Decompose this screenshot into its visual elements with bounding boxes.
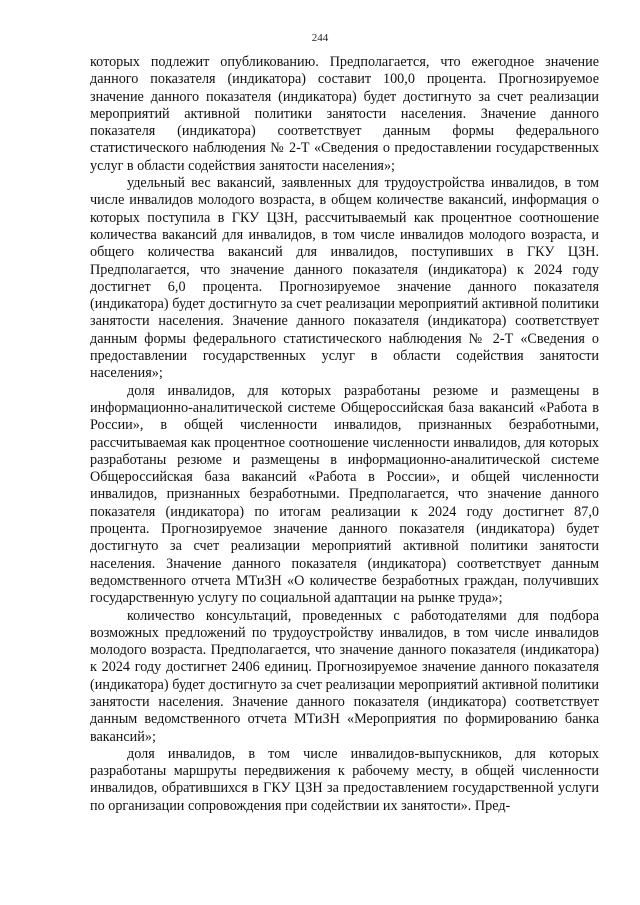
paragraph: удельный вес вакансий, заявленных для трудоустройства инвалидов, в том числе инвалидов молодого возраста, в общем количестве вакансий, информация о которых поступила в ГКУ ЦЗН, рассчитываемый как процентное соотношение количества вакансий для инвалидов, в том числе инвалидов молодого возраста, и общего количества вакансий для инвалидов, поступивших в ГКУ ЦЗН. Предполагается, что значение данного показателя (индикатора) к 2024 году достигнет 6,0 процента. Прогнозируемое значение данного показателя (индикатора) будет достигнуто за счет реализации мероприятий активной политики занятости населения. Значение данного показателя (индикатора) соответствует данным формы федерального статистического наблюдения № 2-Т «Сведения о предоставлении государственных услуг в области содействия занятости населения»; [90,175,599,382]
page-number: 244 [311,32,329,44]
paragraph-continuation: которых подлежит опубликованию. Предполагается, что ежегодное значение данного показателя (индикатора) составит 100,0 процента. Прогнозируемое значение данного показателя (индикатора) будет достигнуто за счет реализации мероприятий активной политики занятости населения. Значение данного показателя (индикатора) соответствует данным формы федерального статистического наблюдения № 2-Т «Сведения о предоставлении государственных услуг в области содействия занятости населения»; [90,54,599,174]
paragraph: доля инвалидов, для которых разработаны резюме и размещены в информационно-аналитической системе Общероссийская база вакансий «Работа в России», в общей численности инвалидов, признанных безработными, рассчитываемая как процентное соотношение численности инвалидов, для которых разработаны резюме и размещены в информационно-аналитической системе Общероссийская база вакансий «Работа в России», и общей численности инвалидов, признанных безработными. Предполагается, что значение данного показателя (индикатора) по итогам реализации к 2024 году достигнет 87,0 процента. Прогнозируемое значение данного показателя (индикатора) будет достигнуто за счет реализации мероприятий активной политики занятости населения. Значение данного показателя (индикатора) соответствует данным ведомственного отчета МТиЗН «О количестве безработных граждан, получивших государственную услугу по социальной адаптации на рынке труда»; [90,382,599,607]
paragraph: количество консультаций, проведенных с работодателями для подбора возможных предложений по трудоустройству инвалидов, в том числе инвалидов молодого возраста. Предполагается, что значение данного показателя (индикатора) к 2024 году достигнет 2406 единиц. Прогнозируемое значение данного показателя (индикатора) будет достигнуто за счет реализации мероприятий активной политики занятости населения. Значение данного показателя (индикатора) соответствует данным ведомственного отчета МТиЗН «Мероприятия по формированию банка вакансий»; [90,607,599,745]
paragraph: доля инвалидов, в том числе инвалидов-выпускников, для которых разработаны маршруты передвижения к рабочему месту, в общей численности инвалидов, обратившихся в ГКУ ЦЗН за предоставлением государственной услуги по организации сопровождения при содействии их занятости». Пред- [90,745,599,814]
body-text [90,54,599,815]
